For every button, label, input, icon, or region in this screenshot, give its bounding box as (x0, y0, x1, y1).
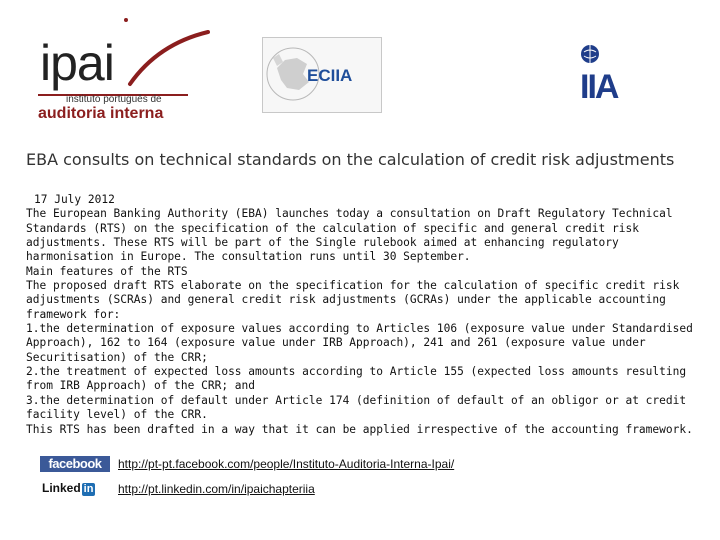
article-list-item: 1.the determination of exposure values according to Articles 106 (exposure value under Standardised Approach), 162 to 164 (exposure value under IRB Approach), 241 and 261 (exposure value under Securitisation) of the CRR; (26, 322, 693, 364)
article-body (26, 193, 706, 437)
article-list-item: 3.the determination of default under Article 174 (definition of default of an obligor or at credit facility level) of the CRR. (26, 393, 687, 422)
iia-logo (576, 40, 650, 106)
ipai-brand: auditoria interna (38, 105, 164, 122)
ipai-mark: ipai (40, 35, 114, 91)
facebook-link[interactable]: http://pt-pt.facebook.com/people/Instituto-Auditoria-Interna-Ipai/ (118, 457, 455, 471)
linkedin-icon (42, 480, 100, 496)
linkedin-wordmark: Linked (42, 481, 81, 495)
ipai-subtitle: instituto português de (66, 94, 162, 105)
article-date: 17 July 2012 (34, 193, 115, 206)
article-list-item: 2.the treatment of expected loss amounts according to Article 155 (expected loss amounts resulting from IRB Approach) of the CRR; and (26, 365, 687, 393)
article-subheading: Main features of the RTS (26, 264, 188, 278)
article-paragraph: The proposed draft RTS elaborate on the specification for the calculation of specific credit risk adjustments (SCRAs) and general credit risk adjustments (GCRAs) under the applicable accounting framework for: (26, 279, 680, 321)
linkedin-in-badge: in (83, 483, 94, 495)
article-paragraph: This RTS has been drafted in a way that it can be applied irrespective of the accounting framework. (26, 422, 693, 436)
ipai-logo (38, 14, 213, 124)
facebook-row (40, 455, 680, 473)
iia-text: IIA (580, 68, 618, 106)
linkedin-row (40, 480, 680, 498)
article-paragraph: The European Banking Authority (EBA) launches today a consultation on Draft Regulatory Technical Standards (RTS) on the specification of the calculation of specific and general credit risk adjustments. These RTS will be part of the Single rulebook aimed at enhancing regulatory harmonisation in Europe. The consultation runs until 30 September. (26, 207, 673, 264)
facebook-icon: facebook (40, 456, 110, 472)
linkedin-link[interactable]: http://pt.linkedin.com/in/ipaichapteriia (118, 482, 315, 496)
eciia-logo (262, 37, 382, 113)
eciia-text: ECIIA (307, 66, 353, 85)
article-title: EBA consults on technical standards on the calculation of credit risk adjustments (26, 150, 675, 169)
